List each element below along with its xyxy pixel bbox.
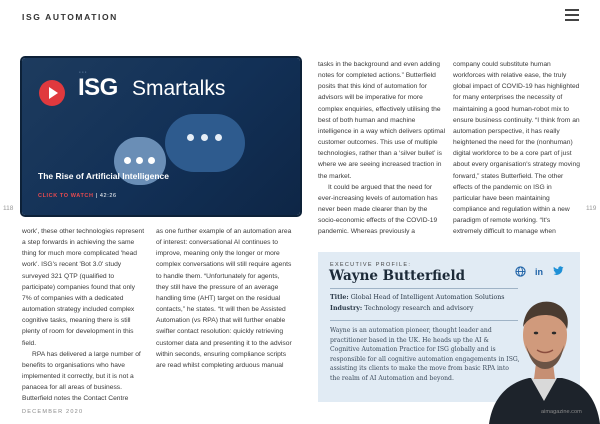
page-number-right: 119	[586, 205, 597, 212]
paragraph: as one further example of an automation area of interest: conversational AI continues to improve, meaning only the longer or more complex conversations will still require agents to handle them. “Unfortunately for agents, they still have the pressure of an average handling time (AHT) target on the residual contacts,” he states. “It will then be Assisted Automation (vs RPA) that will further enable swifter contact resolution: quickly retrieving customer data and presenting it to the advisor within seconds, ensuring compliance scripts are read whilst completing arduous manual	[156, 228, 292, 369]
paragraph: It could be argued that the need for ever-increasing levels of automation has never been made clearer than by the socio-economic effects of the COVID-19 pandemic. Whereas previously a	[318, 183, 438, 236]
bubble-dot	[136, 157, 143, 164]
title-value: Global Head of Intelligent Automation Solutions	[350, 294, 505, 301]
logo-smartalks: Smartalks	[132, 77, 226, 100]
click-to-watch-link[interactable]: CLICK TO WATCH	[38, 193, 94, 199]
top-bar	[0, 0, 600, 30]
paragraph: company could substitute human workforces with relative ease, the truly global impact of COVID-19 has highlighted for many enterprises the necessity of maintaining a good human-robot mix to ensure business continuity. “I think from an automation perspective, it has really heightened the need for the (nonhuman) digital workforce to be a core part of just about every organisation's strategy moving forward,” states Butterfield. The other effects of the pandemic on ISG in particular have been maintaining compliance and regulation within a new paradigm of remote working. “It's extremely difficult to manage when	[453, 61, 580, 236]
bubble-dot	[148, 157, 155, 164]
footer-site[interactable]: aimagazine.com	[541, 409, 582, 415]
industry-label: Industry:	[330, 305, 363, 312]
paragraph: tasks in the background and even adding notes for completed actions.” Butterfield posits that this kind of automation for advisors will be imperative for more complex enquiries, effectively utilising the best of both human and machine intelligence in a way which delivers optimal customer outcomes. This use of multiple technologies, rather than a ‘silver bullet’ is where we are seeing increased traction in the market.	[318, 61, 446, 180]
video-meta	[38, 193, 117, 199]
bubble-dot	[124, 157, 131, 164]
article-column-4	[453, 59, 580, 238]
video-duration: 42:26	[99, 193, 117, 199]
meta-separator: |	[95, 193, 98, 199]
profile-name: Wayne Butterfield	[329, 268, 466, 284]
linkedin-label: in	[535, 267, 543, 277]
publication-brand[interactable]: ISG AUTOMATION	[22, 12, 118, 22]
paragraph: RPA has delivered a large number of benefits to organisations who have implemented it correctly, but it is not a panacea for all areas of business. Butterfield notes the Contact Centre	[22, 350, 141, 403]
article-column-1	[22, 226, 146, 405]
bubble-dot	[215, 134, 222, 141]
footer-date: DECEMBER 2020	[22, 409, 84, 415]
bubble-dot	[201, 134, 208, 141]
logo-dots: ∙∙∙	[79, 69, 88, 76]
paragraph: work', these other technologies represent a step forwards in achieving the same thing for much more complicated 'head work'. ISG's recent 'Bot 3.0' study surveyed 321 QTP (qualified to participate) companies found that only 7% of companies with a dedicated automation strategy included complex cognitive tasks, meaning there is still plenty of room for development in this field.	[22, 228, 145, 347]
play-icon[interactable]	[39, 80, 65, 106]
profile-bio: Wayne is an automation pioneer, thought leader and practitioner based in the UK. He heads up the AI & Cognitive Automation Practice for ISG globally and is responsible for all cognitive automation engagements in ISG, assisting its clients to make the move from basic RPA into the realm of AI Automation and beyond.	[330, 327, 520, 382]
linkedin-icon[interactable]	[533, 266, 545, 278]
twitter-icon[interactable]	[552, 266, 564, 278]
profile-label: EXECUTIVE PROFILE:	[330, 262, 412, 268]
video-thumbnail[interactable]	[22, 58, 300, 215]
profile-portrait	[489, 283, 600, 424]
globe-icon[interactable]	[514, 266, 526, 278]
industry-value: Technology research and advisory	[364, 305, 474, 312]
page-number-left: 118	[3, 205, 14, 212]
chat-bubble-large	[165, 114, 245, 172]
video-title: The Rise of Artificial Intelligence	[38, 171, 169, 181]
article-column-2	[156, 226, 293, 371]
title-label: Title:	[330, 294, 349, 301]
hamburger-menu-icon[interactable]	[565, 9, 579, 21]
bubble-dot	[187, 134, 194, 141]
article-column-3	[318, 59, 446, 238]
logo-isg: ISG	[78, 74, 118, 101]
